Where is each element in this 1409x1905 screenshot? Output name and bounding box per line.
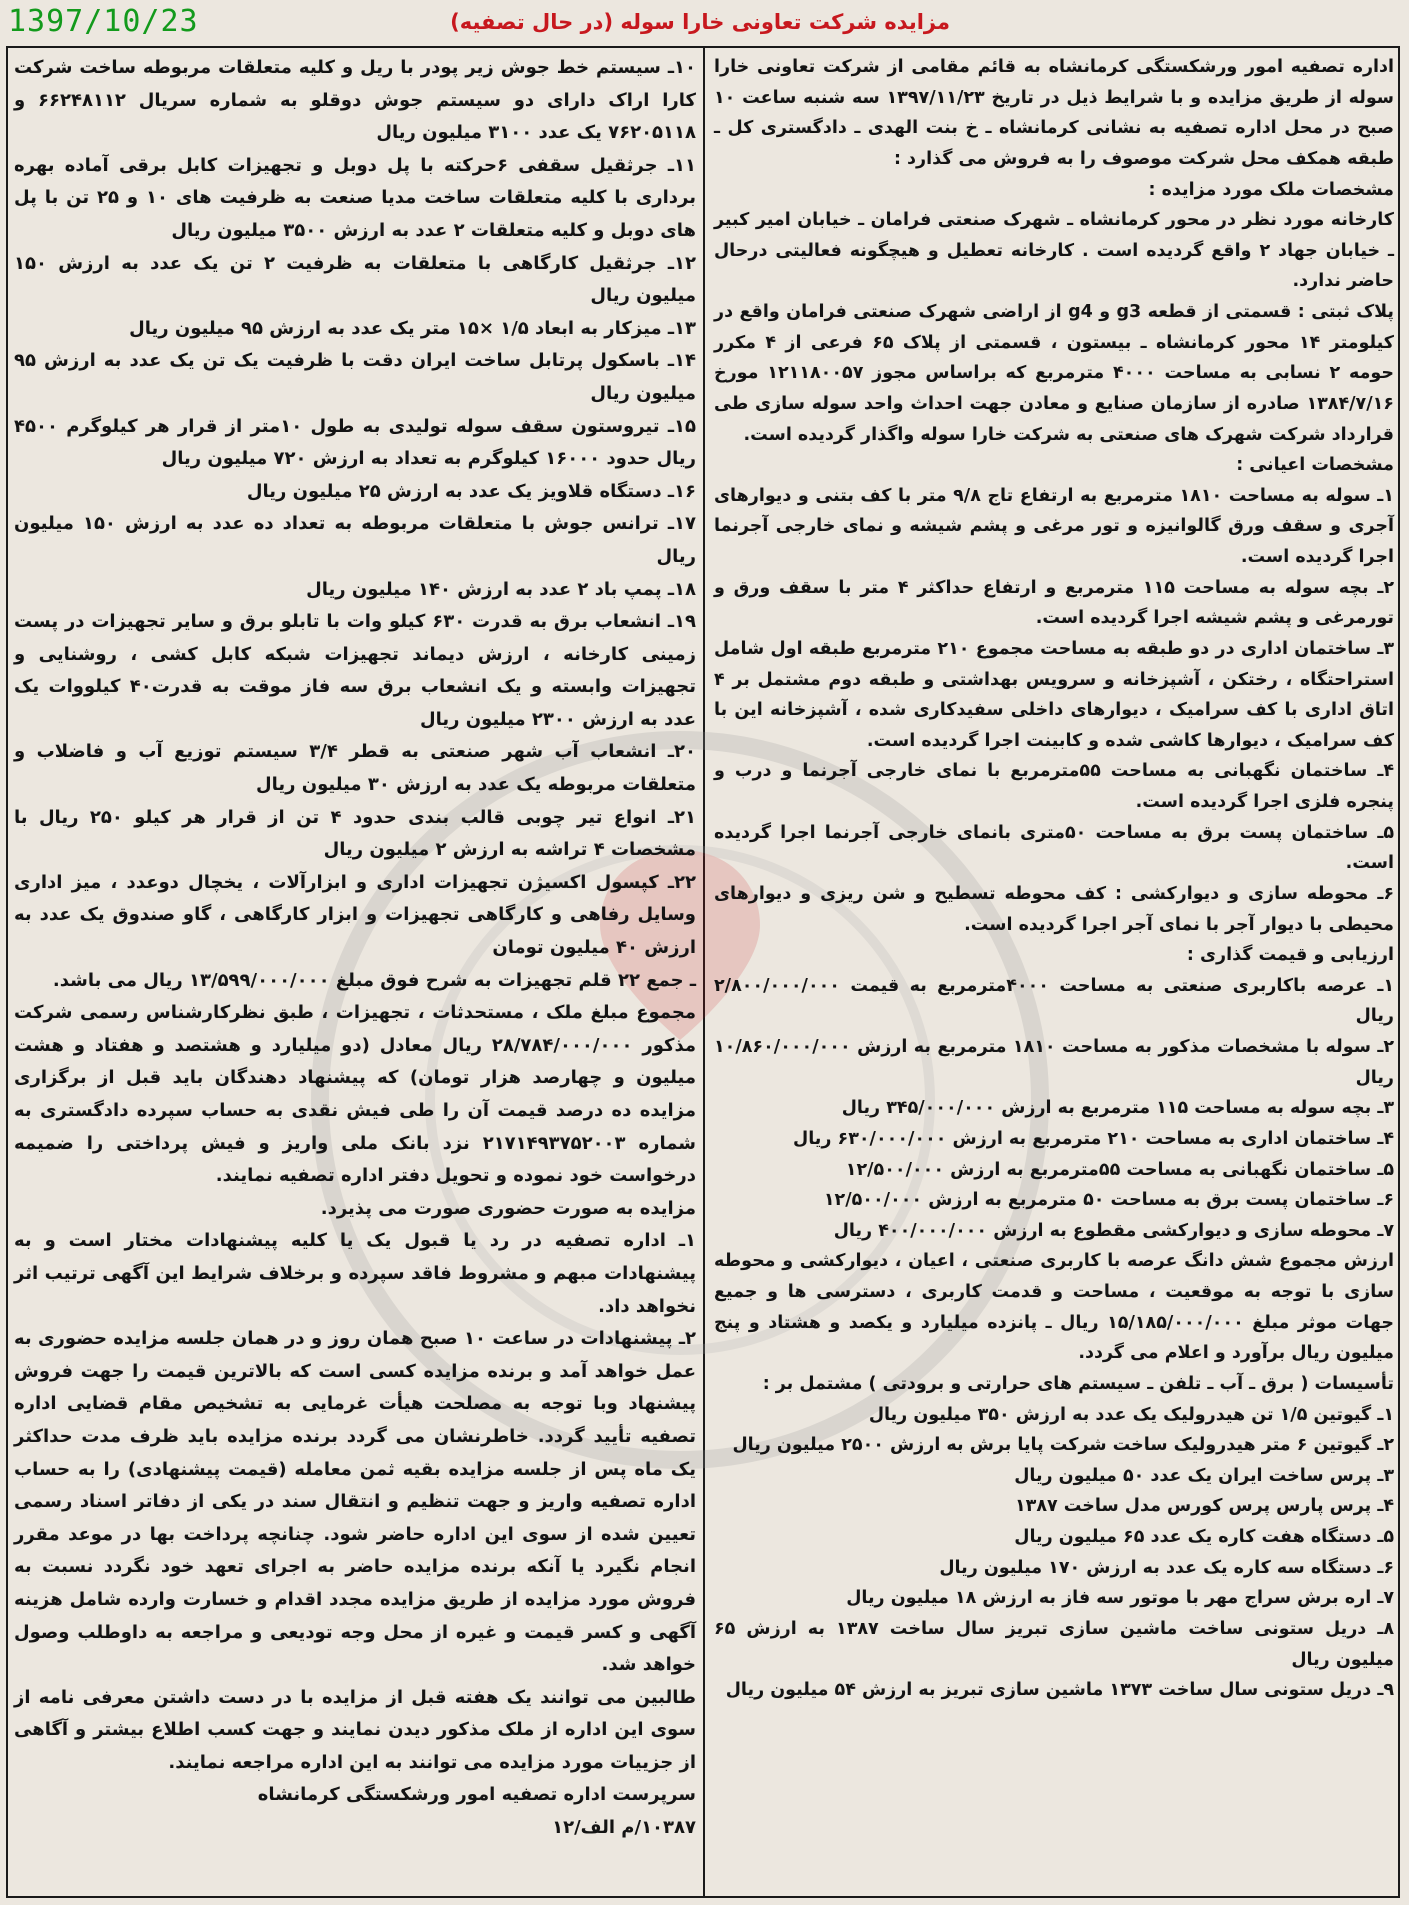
right-column-paragraph: ۲ـ گیوتین ۶ متر هیدرولیک ساخت شرکت پایا برش به ارزش ۲۵۰۰ میلیون ریال — [732, 1435, 1394, 1456]
left-column-paragraph: ۲۲ـ کپسول اکسیژن تجهیزات اداری و ابزارآلات ، یخچال دوعدد ، میز اداری وسایل رفاهی و کارگاهی تجهیزات و ابزار کارگاهی ، گاو صندوق یک عدد به ارزش ۴۰ میلیون تومان — [14, 871, 696, 959]
right-column-paragraph: اداره تصفیه امور ورشکستگی کرمانشاه به قائم مقامی از شرکت تعاونی خارا سوله از طریق مزایده و با شرایط ذیل در تاریخ ۱۳۹۷/۱۱/۲۳ سه شنبه ساعت ۱۰ صبح در محل اداره تصفیه به نشانی کرمانشاه ـ خ بنت الهدی ـ دادگستری کل ـ طبقه همکف محل شرکت موصوف را به فروش می گذارد : — [714, 57, 1394, 169]
left-column — [14, 52, 696, 1845]
right-column-paragraph: ۱ـ سوله به مساحت ۱۸۱۰ مترمربع به ارتفاع تاج ۹/۸ متر با کف بتنی و دیوارهای آجری و سقف ورق گالوانیزه و تور مرغی و پشم شیشه و نمای خارجی آجرنما اجرا گردیده است. — [714, 485, 1394, 567]
right-column-paragraph: ۴ـ پرس پارس پرس کورس مدل ساخت ۱۳۸۷ — [1014, 1496, 1394, 1517]
right-column-paragraph: ۲ـ سوله با مشخصات مذکور به مساحت ۱۸۱۰ مترمربع به ارزش ۱۰/۸۶۰/۰۰۰/۰۰۰ ریال — [714, 1037, 1394, 1088]
signature: سرپرست اداره تصفیه امور ورشکستگی کرمانشاه — [257, 1784, 696, 1806]
left-column-paragraph: ۱۱ـ جرثقیل سقفی ۶حرکته با پل دوبل و تجهیزات کابل برقی آماده بهره برداری با کلیه متعلقات ساخت مدیا صنعت به ظرفیت های ۱۰ و ۲۵ تن با پل های دوبل و کلیه متعلقات ۲ عدد به ارزش ۳۵۰۰ میلیون ریال — [14, 154, 697, 241]
right-column-paragraph: ۱ـ عرصه باکاربری صنعتی به مساحت ۴۰۰۰مترمربع به قیمت ۲/۸۰۰/۰۰۰/۰۰۰ ریال — [714, 975, 1394, 1027]
left-column-paragraph: ۱۶ـ دستگاه قلاویز یک عدد به ارزش ۲۵ میلیون ریال — [246, 480, 696, 502]
left-column-paragraph: ۱۴ـ باسکول پرتابل ساخت ایران دقت با ظرفیت یک تن یک عدد به ارزش ۹۵ میلیون ریال — [14, 350, 696, 404]
left-column-paragraph: ۱۸ـ پمپ باد ۲ عدد به ارزش ۱۴۰ میلیون ریال — [306, 578, 696, 600]
right-column-paragraph: ارزیابی و قیمت گذاری : — [1186, 945, 1394, 966]
right-column-paragraph: ۲ـ بچه سوله به مساحت ۱۱۵ مترمربع و ارتفاع حداکثر ۴ متر با سقف ورق و تورمرغی و پشم شیشه اجرا گردیده است. — [714, 577, 1394, 629]
right-column-paragraph: کارخانه مورد نظر در محور کرمانشاه ـ شهرک صنعتی فرامان ـ خیابان امیر کبیر ـ خیابان جهاد ۲ واقع گردیده است . کارخانه تعطیل و هیچگونه فعالیتی درحال حاضر ندارد. — [714, 210, 1395, 292]
right-column-paragraph: ۵ـ ساختمان نگهبانی به مساحت ۵۵مترمربع به ارزش ۱۲/۵۰۰/۰۰۰ — [845, 1159, 1394, 1180]
right-column-paragraph: ۴ـ ساختمان نگهبانی به مساحت ۵۵مترمربع با نمای خارجی آجرنما و درب و پنجره فلزی اجرا گردیده است. — [714, 761, 1394, 812]
right-column-paragraph: مشخصات اعیانی : — [1236, 455, 1394, 476]
right-column-paragraph: ۵ـ ساختمان پست برق به مساحت ۵۰متری بانمای خارجی آجرنما اجرا گردیده است. — [714, 822, 1395, 874]
left-column-paragraph: ۱۹ـ انشعاب برق به قدرت ۶۳۰ کیلو وات با تابلو برق و سایر تجهیزات در پست زمینی کارخانه ، ارزش دیماند تجهیزات شبکه کابل کشی ، روشنایی و تجهیزات وابسته و یک انشعاب برق سه فاز موقت به قدرت۴۰ کیلووات یک عدد به ارزش ۲۳۰۰ میلیون ریال — [14, 611, 697, 730]
left-column-paragraph: ۲۰ـ انشعاب آب شهر صنعتی به قطر ۳/۴ سیستم توزیع آب و فاضلاب و متعلقات مربوطه یک عدد به ارزش ۳۰ میلیون ریال — [14, 741, 697, 796]
right-column-paragraph: ۴ـ ساختمان اداری به مساحت ۲۱۰ مترمربع به ارزش ۶۳۰/۰۰۰/۰۰۰ ریال — [793, 1128, 1394, 1149]
right-column-paragraph: ارزش مجموع شش دانگ عرصه با کاربری صنعتی ، اعیان ، دیوارکشی و محوطه سازی با توجه به موقعیت ، مساحت و قدمت کاربری ، دسترسی ها و جمیع جهات موثر مبلغ ۱۵/۱۸۵/۰۰۰/۰۰۰ ریال ـ پانزده میلیارد و یکصد و هشتاد و پنج میلیون ریال برآورد و اعلام می گردد. — [714, 1251, 1394, 1364]
left-column-paragraph: مجموع مبلغ ملک ، مستحدثات ، تجهیزات ، طبق نظرکارشناس رسمی شرکت مذکور ۲۸/۷۸۴/۰۰۰/۰۰۰ ریال معادل (دو میلیارد و هشتصد و هفتاد و هشت میلیون و چهارصد هزار تومان) که پیشنهاد دهندگان باید قبل از برگزاری مزایده ده درصد قیمت آن را طی فیش نقدی به حساب سپرده دادگستری به شماره ۲۱۷۱۴۹۳۷۵۲۰۰۳ نزد بانک ملی واریز و فیش پرداختی را ضمیمه درخواست خود نموده و تحویل دفتر اداره تصفیه نمایند. — [14, 1002, 696, 1187]
left-column-paragraph: ۱۰ـ سیستم خط جوش زیر پودر با ریل و کلیه متعلقات مربوطه ساخت شرکت کارا اراک دارای دو سیستم جوش دوقلو به شماره سریال ۶۶۲۴۸۱۱۲ و ۷۶۲۰۵۱۱۸ یک عدد ۳۱۰۰ میلیون ریال — [14, 57, 696, 144]
right-column-paragraph: ۶ـ محوطه سازی و دیوارکشی : کف محوطه تسطیح و شن ریزی و دیوارهای محیطی با دیوار آجر با نمای آجر اجرا گردیده است. — [714, 883, 1394, 935]
right-column-paragraph: ۱ـ گیوتین ۱/۵ تن هیدرولیک یک عدد به ارزش ۳۵۰ میلیون ریال — [868, 1404, 1394, 1425]
right-column — [714, 52, 1394, 1706]
left-column-paragraph: ۱۳ـ میزکار به ابعاد ۱/۵ ×۱۵ متر یک عدد به ارزش ۹۵ میلیون ریال — [129, 317, 696, 339]
right-column-paragraph: ۳ـ ساختمان اداری در دو طبقه به مساحت مجموع ۲۱۰ مترمربع طبقه اول شامل استراحتگاه ، رختکن ، آشپزخانه و سرویس بهداشتی و طبقه دوم مشتمل بر ۴ اتاق اداری با کف سرامیک ، دیوارهای داخلی سفیدکاری شده ، آشپزخانه این با کف سرامیک ، دیوارها کاشی شده و کابینت اجرا گردیده است. — [714, 638, 1394, 751]
left-column-paragraph: ۱۷ـ ترانس جوش با متعلقات مربوطه به تعداد ده عدد به ارزش ۱۵۰ میلیون ریال — [14, 513, 696, 567]
left-column-paragraph: ۲ـ پیشنهادات در ساعت ۱۰ صبح همان روز و در همان جلسه مزایده حضوری به عمل خواهد آمد و برنده مزایده کسی است که بالاترین قیمت را جهت فروش پیشنهاد وبا توجه به مصلحت هیأت غرمایی به تشخیص مقام قضایی اداره تصفیه تأیید گردد. خاطرنشان می گردد برنده مزایده باید ظرف مدت حداکثر یک ماه پس از جلسه مزایده بقیه ثمن معامله (قیمت پیشنهادی) را به حساب اداره تصفیه واریز و جهت تنظیم و انتقال سند در یکی از دفاتر اسناد رسمی تعیین شده از سوی این اداره حاضر شود. چنانچه پرداخت بها در موعد مقرر انجام نگیرد یا آنکه برنده مزایده حاضر به اجرای تعهد خود نگردد نسبت به فروش مورد مزایده از طریق مزایده مجدد اقدام و خسارت وارده شامل هزینه آگهی و کسر قیمت و غیره از محل وجه تودیعی و مراجعه به داوطلب وصول خواهد شد. — [14, 1328, 696, 1676]
date-stamp: 1397/10/23 — [8, 4, 199, 39]
right-column-paragraph: ۹ـ دریل ستونی سال ساخت ۱۳۷۳ ماشین سازی تبریز به ارزش ۵۴ میلیون ریال — [725, 1680, 1394, 1701]
left-column-paragraph: ۲۱ـ انواع تیر چوبی قالب بندی حدود ۴ تن از قرار هر کیلو ۲۵۰ ریال با مشخصات ۴ تراشه به ارزش ۲ میلیون ریال — [14, 806, 697, 861]
left-column-paragraph: ۱۵ـ تیروستون سقف سوله تولیدی به طول ۱۰متر از قرار هر کیلوگرم ۴۵۰۰ ریال حدود ۱۶۰۰۰ کیلوگرم به تعداد به ارزش ۷۲۰ میلیون ریال — [14, 415, 696, 470]
column-divider — [703, 48, 705, 1896]
right-column-paragraph: ۸ـ دریل ستونی ساخت ماشین سازی تبریز سال ساخت ۱۳۸۷ به ارزش ۶۵ میلیون ریال — [714, 1618, 1394, 1670]
right-column-paragraph: پلاک ثبتی : قسمتی از قطعه g3 و g4 از اراضی شهرک صنعتی فرامان واقع در کیلومتر ۱۴ محور کرمانشاه ـ بیستون ، قسمتی از پلاک ۶۵ فرعی از ۴ مکرر حومه ۲ نسابی به مساحت ۴۰۰۰ مترمربع که براساس مجوز ۱۲۱۱۸۰۰۵۷ مورخ ۱۳۸۴/۷/۱۶ صادره از سازمان صنایع و معادن جهت احداث واحد سوله سازی طی قرارداد شرکت شهرک های صنعتی به شرکت خارا سوله واگذار گردیده است. — [714, 302, 1394, 445]
right-column-paragraph: ۶ـ ساختمان پست برق به مساحت ۵۰ مترمربع به ارزش ۱۲/۵۰۰/۰۰۰ — [823, 1190, 1394, 1211]
right-column-paragraph: ۳ـ پرس ساخت ایران یک عدد ۵۰ میلیون ریال — [1014, 1465, 1394, 1486]
reference-number: ۱۰۳۸۷/م الف/۱۲ — [552, 1817, 696, 1839]
right-column-paragraph: ۷ـ اره برش سراج مهر با موتور سه فاز به ارزش ۱۸ میلیون ریال — [846, 1588, 1394, 1609]
right-column-paragraph: ۶ـ دستگاه سه کاره یک عدد به ارزش ۱۷۰ میلیون ریال — [939, 1557, 1394, 1578]
right-column-paragraph: ۷ـ محوطه سازی و دیوارکشی مقطوع به ارزش ۴۰۰/۰۰۰/۰۰۰ ریال — [833, 1220, 1394, 1241]
left-column-paragraph: طالبین می توانند یک هفته قبل از مزایده با در دست داشتن معرفی نامه از سوی این اداره از ملک مذکور دیدن نمایند و جهت کسب اطلاع بیشتر و آگاهی از جزییات مورد مزایده می توانند به این اداره مراجعه نمایند. — [14, 1686, 696, 1773]
right-column-paragraph: ۳ـ بچه سوله به مساحت ۱۱۵ مترمربع به ارزش ۳۴۵/۰۰۰/۰۰۰ ریال — [841, 1098, 1394, 1119]
left-column-paragraph: ـ جمع ۲۲ قلم تجهیزات به شرح فوق مبلغ ۱۳/۵۹۹/۰۰۰/۰۰۰ ریال می باشد. — [52, 969, 696, 991]
right-column-paragraph: تأسیسات ( برق ـ آب ـ تلفن ـ سیستم های حرارتی و برودتی ) مشتمل بر : — [762, 1373, 1394, 1394]
ad-title: مزایده شرکت تعاونی خارا سوله (در حال تصفیه) — [450, 10, 950, 34]
right-column-paragraph: ۵ـ دستگاه هفت کاره یک عدد ۶۵ میلیون ریال — [1014, 1527, 1394, 1547]
left-column-paragraph: مزایده به صورت حضوری صورت می پذیرد. — [320, 1197, 696, 1219]
right-column-paragraph: مشخصات ملک مورد مزایده : — [1148, 179, 1394, 200]
left-column-paragraph: ۱۲ـ جرثقیل کارگاهی با متعلقات به ظرفیت ۲ تن یک عدد به ارزش ۱۵۰ میلیون ریال — [14, 252, 696, 307]
left-column-paragraph: ۱ـ اداره تصفیه در رد یا قبول یک یا کلیه پیشنهادات مختار است و به پیشنهادات مبهم و مشروط فاقد سپرده و برخلاف شرایط این آگهی ترتیب اثر نخواهد داد. — [14, 1230, 696, 1317]
